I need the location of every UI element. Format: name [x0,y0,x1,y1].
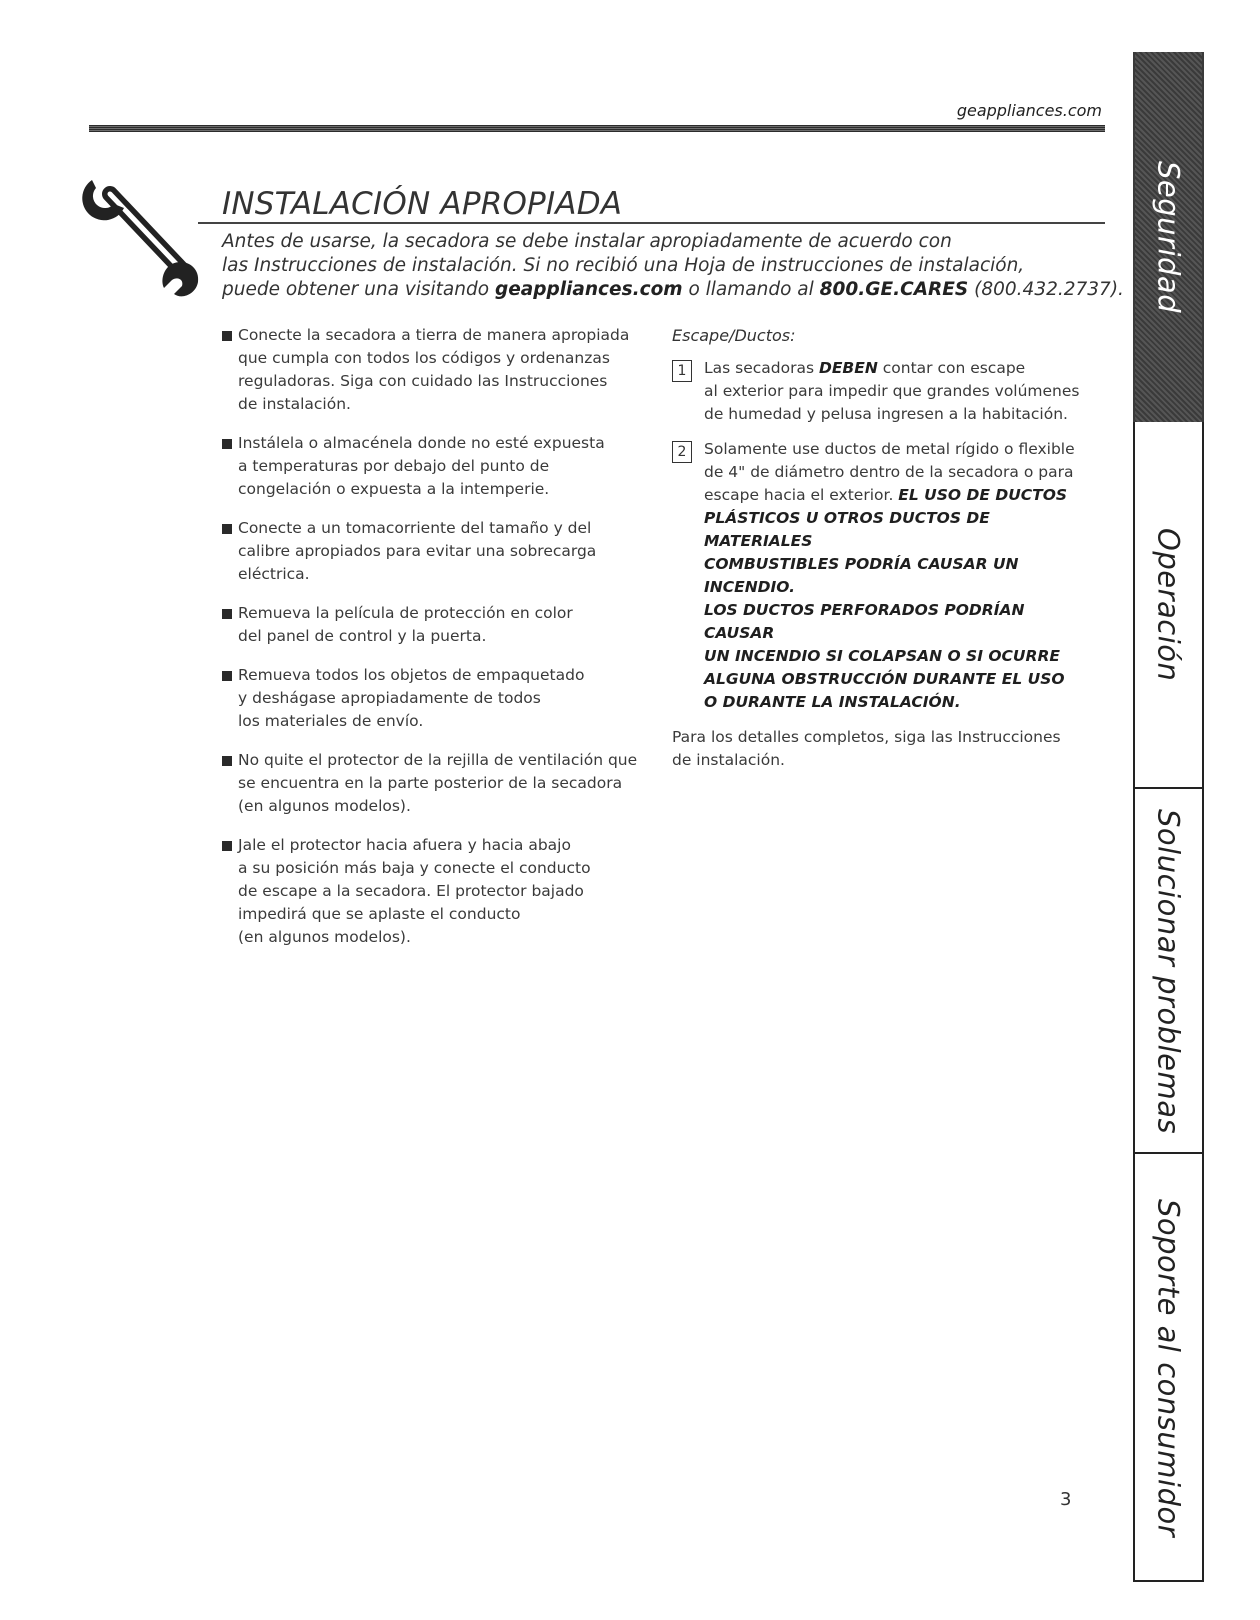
numbered-item-2 [672,438,1092,714]
item1-emphasis: DEBEN [818,359,878,377]
intro-line-3 [222,278,1124,302]
escape-heading: Escape/Ductos: [672,326,796,345]
list-item [222,432,662,501]
tab-label: Seguridad [1151,160,1186,314]
intro-line-3-pre: puede obtener una visitando [222,279,495,300]
tab-label: Operación [1151,528,1186,682]
bullet-square-icon [222,841,232,851]
bullet-square-icon [222,331,232,341]
numbered-item-text [704,359,1080,423]
list-item-text: Instálela o almacénela donde no esté expuesta a temperaturas por debajo del punto de congelación o expuesta a la intemperie. [238,434,605,498]
top-rule [89,125,1105,132]
intro-paragraph [222,230,1124,302]
list-item [222,324,662,416]
number-box: 1 [672,360,692,382]
intro-line-3-post: (800.432.2737). [968,279,1124,300]
tab-label: Solucionar problemas [1151,808,1186,1135]
section-tabs [1133,52,1206,1584]
list-item [222,834,662,949]
numbered-item-1 [672,357,1092,426]
page-number: 3 [1060,1489,1072,1510]
tab-seguridad[interactable] [1133,52,1204,422]
intro-line-3-mid: o llamando al [682,279,820,300]
list-item [222,517,662,586]
list-item-text: Jale el protector hacia afuera y hacia abajo a su posición más baja y conecte el conducto de escape a la secadora. El protector bajado impedirá que se aplaste el conducto (en algunos modelos). [238,836,591,946]
list-item-text: Conecte la secadora a tierra de manera apropiada que cumpla con todos los códigos y ordenanzas reguladoras. Siga con cuidado las Instrucciones de instalación. [238,326,630,413]
bullet-square-icon [222,439,232,449]
bullet-square-icon [222,671,232,681]
page-title: INSTALACIÓN APROPIADA [222,186,623,222]
bullet-square-icon [222,609,232,619]
list-item-text: Remueva la película de protección en color del panel de control y la puerta. [238,604,573,645]
item1-post: contar con escape al exterior para impedir que grandes volúmenes de humedad y pelusa ingresen a la habitación. [704,359,1080,423]
number-box: 2 [672,441,692,463]
intro-site-link[interactable]: geappliances.com [494,279,683,300]
details-note: Para los detalles completos, siga las Instrucciones de instalación. [672,728,1061,769]
list-item [222,602,662,648]
item2-text: Solamente use ductos de metal rígido o flexible de 4" de diámetro dentro de la secadora o para escape hacia el exterior. [704,440,1075,504]
list-item-text: Conecte a un tomacorriente del tamaño y del calibre apropiados para evitar una sobrecarga eléctrica. [238,519,597,583]
wrench-icon [72,166,212,306]
site-url: geappliances.com [956,101,1102,120]
intro-line-2: las Instrucciones de instalación. Si no recibió una Hoja de instrucciones de instalación, [222,255,1025,276]
title-rule [198,222,1105,224]
tab-solucionar-problemas[interactable] [1133,789,1204,1154]
list-item-text: No quite el protector de la rejilla de ventilación que se encuentra en la parte posterior de la secadora (en algunos modelos). [238,751,638,815]
bullet-square-icon [222,524,232,534]
numbered-item-text [704,440,1075,711]
tab-soporte-al-consumidor[interactable] [1133,1154,1204,1582]
bullet-square-icon [222,756,232,766]
list-item [222,664,662,733]
intro-phone: 800.GE.CARES [819,279,969,300]
tab-divider [1133,1580,1204,1582]
item1-pre: Las secadoras [704,359,819,377]
tab-operacion[interactable] [1133,422,1204,788]
requirements-list [222,324,662,965]
intro-line-1: Antes de usarse, la secadora se debe instalar apropiadamente de acuerdo con [222,231,952,252]
list-item [222,749,662,818]
item2-warning: EL USO DE DUCTOS PLÁSTICOS U OTROS DUCTOS DE MATERIALES COMBUSTIBLES PODRÍA CAUSAR UN INCENDIO. LOS DUCTOS PERFORADOS PODRÍAN CAUSAR UN INCENDIO SI COLAPSAN O SI OCURRE ALGUNA OBSTRUCCIÓN DURANTE EL USO O DURANTE LA INSTALACIÓN. [704,486,1068,711]
tab-label: Soporte al consumidor [1151,1198,1186,1538]
list-item-text: Remueva todos los objetos de empaquetado y deshágase apropiadamente de todos los materiales de envío. [238,666,585,730]
escape-section [672,324,1092,772]
